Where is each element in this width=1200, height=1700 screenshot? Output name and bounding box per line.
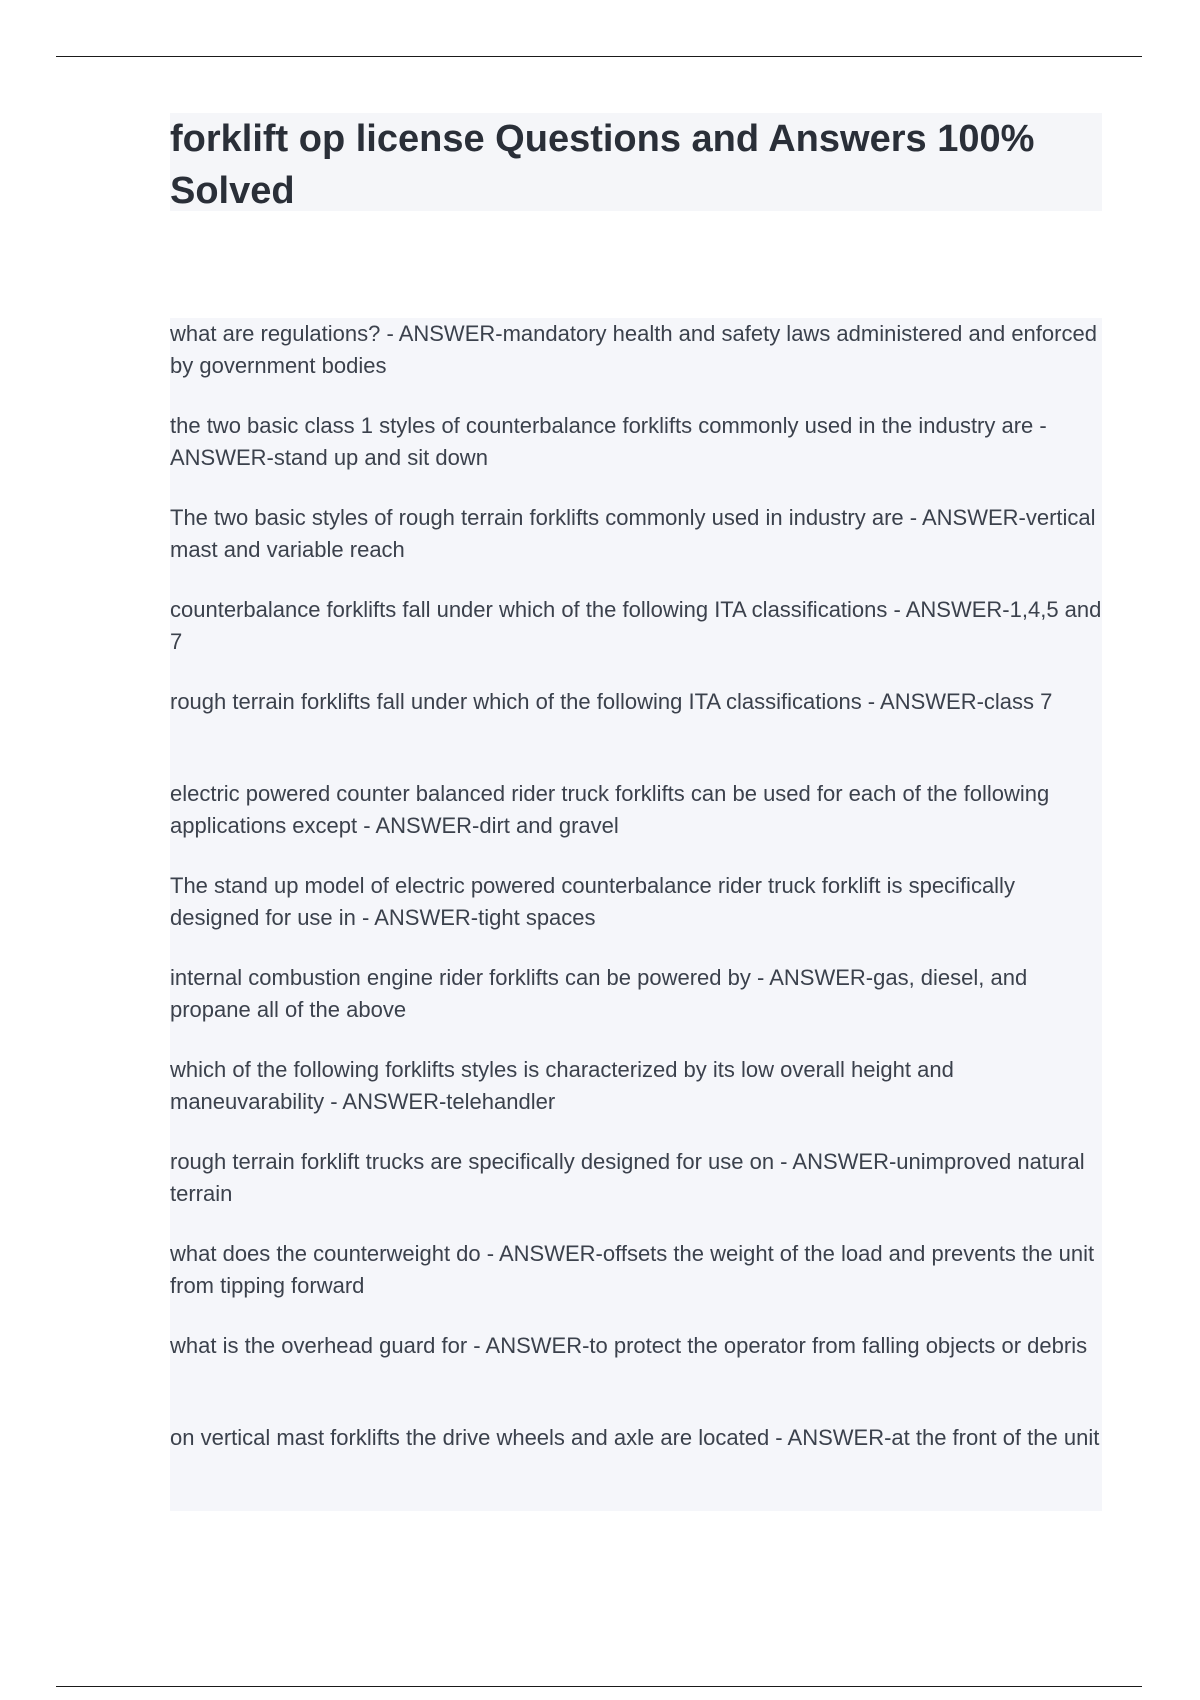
qa-item: which of the following forklifts styles is characterized by its low overall height and maneuvarability - ANSWER-telehandler (170, 1057, 954, 1114)
qa-item: The two basic styles of rough terrain forklifts commonly used in industry are - ANSWER-vertical mast and variable reach (170, 505, 1096, 562)
qa-item: rough terrain forklifts fall under which of the following ITA classifications - ANSWER-class 7 (170, 689, 1053, 714)
qa-item: internal combustion engine rider forklifts can be powered by - ANSWER-gas, diesel, and propane all of the above (170, 965, 1028, 1022)
qa-item: what are regulations? - ANSWER-mandatory health and safety laws administered and enforced by government bodies (170, 321, 1097, 378)
qa-item: rough terrain forklift trucks are specifically designed for use on - ANSWER-unimproved natural terrain (170, 1149, 1085, 1206)
qa-item: the two basic class 1 styles of counterbalance forklifts commonly used in the industry are - ANSWER-stand up and sit down (170, 413, 1047, 470)
qa-item: electric powered counter balanced rider truck forklifts can be used for each of the following applications except - ANSWER-dirt and gravel (170, 781, 1050, 838)
qa-section (170, 318, 1102, 1511)
qa-list (170, 318, 1102, 1485)
bottom-divider (56, 1686, 1142, 1687)
document-title: forklift op license Questions and Answers 100% Solved (170, 118, 1035, 212)
qa-item: what is the overhead guard for - ANSWER-to protect the operator from falling objects or debris (170, 1333, 1088, 1358)
qa-item: The stand up model of electric powered counterbalance rider truck forklift is specifically designed for use in - ANSWER-tight spaces (170, 873, 1015, 930)
qa-item: counterbalance forklifts fall under which of the following ITA classifications - ANSWER-1,4,5 and 7 (170, 597, 1102, 654)
qa-item: what does the counterweight do - ANSWER-offsets the weight of the load and prevents the unit from tipping forward (170, 1241, 1095, 1298)
top-divider (56, 56, 1142, 57)
qa-item: on vertical mast forklifts the drive wheels and axle are located - ANSWER-at the front of the unit (170, 1425, 1100, 1450)
title-block (170, 113, 1102, 211)
